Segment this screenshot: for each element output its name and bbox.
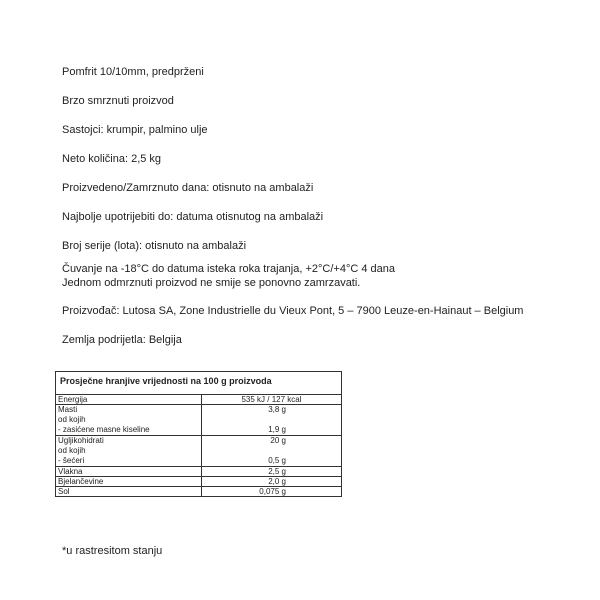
energy-value: 535 kJ / 127 kcal (202, 395, 342, 405)
energy-label: Energija (56, 395, 202, 405)
production-date: Proizvedeno/Zamrznuto dana: otisnuto na ambalaži (62, 182, 314, 194)
carbs-of-which: od kojih (58, 446, 86, 455)
storage-line-2: Jednom odmrznuti proizvod ne smije se ponovno zamrzavati. (62, 277, 361, 289)
best-before: Najbolje upotrijebiti do: datuma otisnutog na ambalaži (62, 211, 324, 223)
sugars-label: - šećeri (58, 456, 85, 465)
product-type: Brzo smrznuti proizvod (62, 95, 174, 107)
table-row (56, 405, 342, 436)
lot-number: Broj serije (lota): otisnuto na ambalaži (62, 240, 247, 252)
saturates-label: - zasićene masne kiseline (58, 425, 150, 434)
net-quantity: Neto količina: 2,5 kg (62, 153, 162, 165)
table-row (56, 477, 342, 487)
ingredients: Sastojci: krumpir, palmino ulje (62, 124, 208, 136)
table-row (56, 395, 342, 405)
fibre-label: Vlakna (56, 467, 202, 477)
salt-value: 0,075 g (202, 487, 342, 497)
protein-value: 2,0 g (202, 477, 342, 487)
product-name: Pomfrit 10/10mm, predprženi (62, 66, 204, 78)
table-row (56, 487, 342, 497)
carbs-label: Ugljikohidrati (58, 436, 104, 445)
manufacturer: Proizvođač: Lutosa SA, Zone Industrielle du Vieux Pont, 5 – 7900 Leuze-en-Hainaut – Belgium (62, 305, 524, 317)
table-row (56, 467, 342, 477)
table-row (56, 436, 342, 467)
fat-value: 3,8 g (268, 405, 286, 414)
sugars-value: 0,5 g (268, 456, 286, 465)
footnote: *u rastresitom stanju (62, 545, 163, 557)
saturates-value: 1,9 g (268, 425, 286, 434)
table-title: Prosječne hranjive vrijednosti na 100 g proizvoda (56, 372, 342, 395)
storage-line-1: Čuvanje na -18°C do datuma isteka roka trajanja, +2°C/+4°C 4 dana (62, 263, 396, 275)
fat-of-which: od kojih (58, 415, 86, 424)
fat-label: Masti (58, 405, 78, 414)
protein-label: Bjelančevine (56, 477, 202, 487)
carbs-value: 20 g (270, 436, 286, 445)
country-of-origin: Zemlja podrijetla: Belgija (62, 334, 182, 346)
salt-label: Sol (56, 487, 202, 497)
nutrition-table (55, 371, 342, 497)
fibre-value: 2,5 g (202, 467, 342, 477)
